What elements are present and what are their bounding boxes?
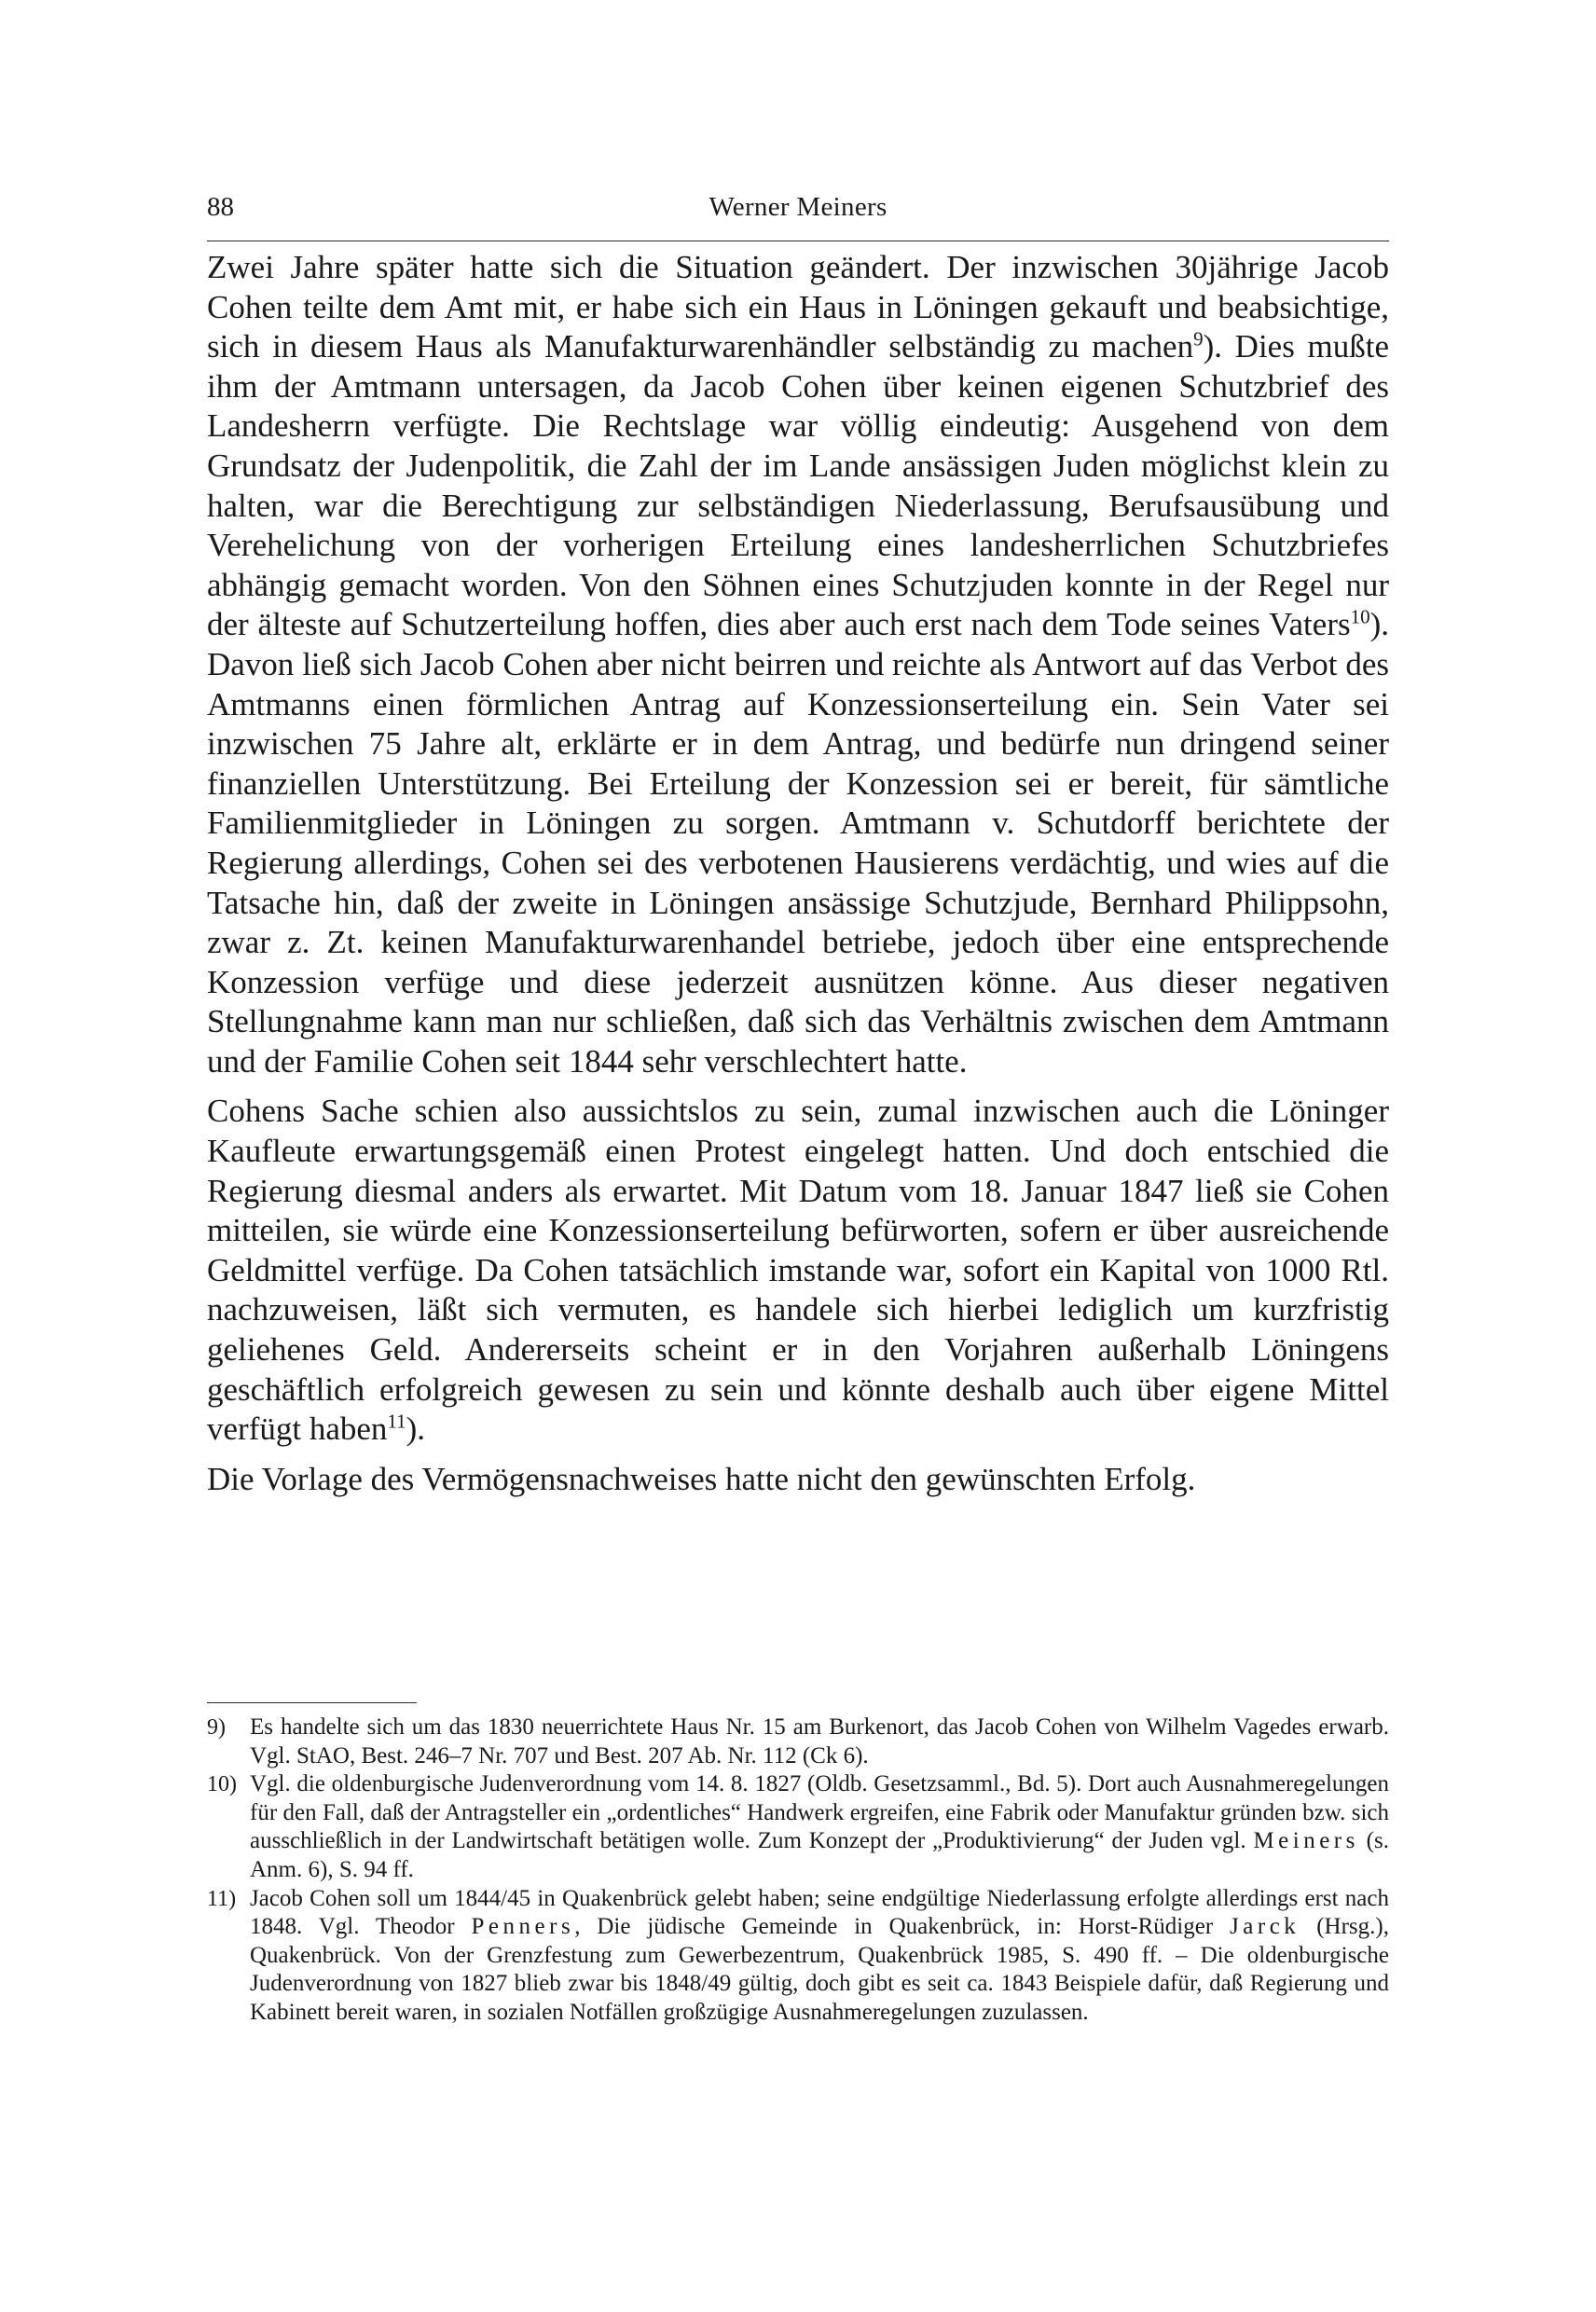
paragraph-2-text-1: Cohens Sache schien also aussichtslos zu sein, zumal inzwischen auch die Löninger Kaufleute erwartungsgemäß einen Protest eingelegt hatten. Und doch entschied die Regierung diesmal anders als erwartet. Mit Datum vom 18. Januar 1847 ließ sie Cohen mitteilen, sie würde eine Konzessionserteilung befürworten, sofern er über ausreichende Geldmittel verfüge. Da Cohen tatsächlich imstande war, sofort ein Kapital von 1000 Rtl. nachzuweisen, läßt sich vermuten, es handele sich hierbei lediglich um kurzfristig geliehenes Geld. Andererseits scheint er in den Vorjahren außerhalb Löningens geschäftlich erfolgreich gewesen zu sein und könnte deshalb auch über eigene Mittel verfügt haben: [207, 1093, 1389, 1448]
paragraph-1-text-1: Zwei Jahre später hatte sich die Situation geändert. Der inzwischen 30jährige Jacob Cohen teilte dem Amt mit, er habe sich ein Haus in Löningen gekauft und beabsichtige, sich in diesem Haus als Manufakturwarenhändler selbständig zu machen: [207, 249, 1389, 365]
footnotes: [207, 1713, 1389, 2028]
author-name-spaced: Penners: [471, 1914, 575, 1940]
main-text: [207, 248, 1389, 1499]
footnote-11-text-1: Jacob Cohen soll um 1844/45 in Quakenbrück gelebt haben; seine endgültige Niederlassung erfolgte allerdings erst nach 1848. Vgl. Theodor: [250, 1885, 1389, 1940]
paragraph-2: [207, 1092, 1389, 1449]
footnote-9-text: Es handelte sich um das 1830 neuerrichtete Haus Nr. 15 am Burkenort, das Jacob Cohen von Wilhelm Vagedes erwarb. Vgl. StAO, Best. 246–7 Nr. 707 und Best. 207 Ab. Nr. 112 (Ck 6).: [250, 1714, 1389, 1768]
footnote-10: [207, 1770, 1389, 1884]
paragraph-2-text-2: ).: [406, 1411, 426, 1448]
running-head: Werner Meiners: [709, 192, 887, 222]
footnote-11: [207, 1885, 1389, 2028]
editor-name-spaced: Jarck: [1230, 1914, 1300, 1940]
paragraph-3: [207, 1460, 1389, 1500]
footnote-rule: [207, 1702, 417, 1703]
footnote-9: [207, 1713, 1389, 1770]
footnote-11-text-2: , Die jüdische Gemeinde in Quakenbrück, in: Horst-Rüdiger: [574, 1914, 1231, 1940]
footnote-11-text-3: (Hrsg.), Quakenbrück. Von der Grenzfestung zum Gewerbezentrum, Quakenbrück 1985, S. 490 ff. – Die oldenburgische Judenverordnung von 1827 blieb zwar bis 1848/49 gültig, doch gibt es seit ca. 1843 Beispiele dafür, daß Regierung und Kabinett bereit waren, in sozialen Notfällen großzügige Ausnahmeregelungen zuzulassen.: [250, 1914, 1389, 2025]
author-name-spaced: Meiners: [1253, 1828, 1359, 1854]
footnote-mark: 10): [207, 1772, 237, 1797]
footnote-text: [250, 1770, 1389, 1884]
page-header: [207, 192, 1389, 239]
footnote-ref-9: 9: [1193, 327, 1204, 351]
footnote-mark: 9): [207, 1715, 226, 1740]
footnote-ref-11: 11: [387, 1410, 406, 1433]
page-number: 88: [207, 192, 234, 222]
footnote-text: [250, 1885, 1389, 2028]
footnote-ref-10: 10: [1350, 605, 1370, 628]
footnote-mark: 11): [207, 1886, 237, 1911]
footnote-10-text-2: (s. Anm. 6), S. 94 ff.: [250, 1828, 1389, 1882]
footnote-text: [250, 1713, 1389, 1770]
paragraph-1: [207, 248, 1389, 1081]
paragraph-1-text-2: ). Dies mußte ihm der Amtmann untersagen, da Jacob Cohen über keinen eigenen Schutzbrief des Landesherrn verfügte. Die Rechtslage war völlig eindeutig: Ausgehend von dem Grundsatz der Judenpolitik, die Zahl der im Lande ansässigen Juden möglichst klein zu halten, war die Berechtigung zur selbständigen Niederlassung, Berufsausübung und Verehelichung von der vorherigen Erteilung eines landesherrlichen Schutzbriefes abhängig gemacht worden. Von den Söhnen eines Schutzjuden konnte in der Regel nur der älteste auf Schutzerteilung hoffen, dies aber auch erst nach dem Tode seines Vaters: [207, 328, 1389, 643]
footnote-10-text-1: Vgl. die oldenburgische Judenverordnung vom 14. 8. 1827 (Oldb. Gesetzsamml., Bd. 5). Dort auch Ausnahmeregelungen für den Fall, daß der Antragsteller ein „ordentliches“ Handwerk ergreifen, eine Fabrik oder Manufaktur gründen bzw. sich ausschließlich in der Landwirtschaft betätigen wolle. Zum Konzept der „Produktivierung“ der Juden vgl.: [250, 1771, 1389, 1854]
paragraph-1-text-3: ). Davon ließ sich Jacob Cohen aber nicht beirren und reichte als Antwort auf das Verbot des Amtmanns einen förmlichen Antrag auf Konzessionserteilung ein. Sein Vater sei inzwischen 75 Jahre alt, erklärte er in dem Antrag, und bedürfe nun dringend seiner finanziellen Unterstützung. Bei Erteilung der Konzession sei er bereit, für sämtliche Familienmitglieder in Löningen zu sorgen. Amtmann v. Schutdorff berichtete der Regierung allerdings, Cohen sei des verbotenen Hausierens verdächtig, und wies auf die Tatsache hin, daß der zweite in Löningen ansässige Schutzjude, Bernhard Philippsohn, zwar z. Zt. keinen Manufakturwarenhandel betriebe, jedoch über eine entsprechende Konzession verfüge und diese jederzeit ausnützen könne. Aus dieser negativen Stellungnahme kann man nur schließen, daß sich das Verhältnis zwischen dem Amtmann und der Familie Cohen seit 1844 sehr verschlechtert hatte.: [207, 606, 1389, 1080]
paragraph-3-text-1: Die Vorlage des Vermögensnachweises hatte nicht den gewünschten Erfolg.: [207, 1460, 1196, 1497]
